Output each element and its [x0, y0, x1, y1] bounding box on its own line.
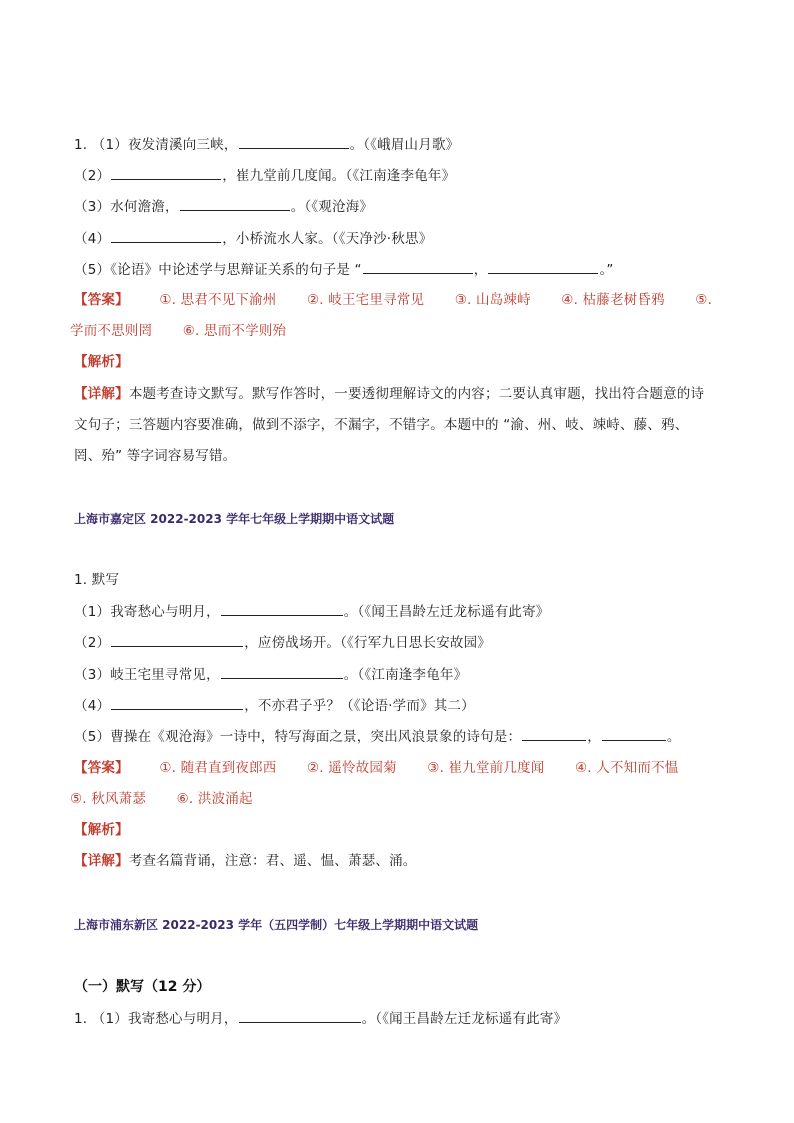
- answer-blank: [239, 1008, 361, 1023]
- q2-line-3: （3）岐王宅里寻常见， 。（《江南逢李龟年》: [74, 664, 467, 685]
- q1-analysis: [74, 352, 129, 372]
- answer-blank: [602, 726, 666, 741]
- q3-line-1: 1. （1）我寄愁心与明月， 。（《闻王昌龄左迁龙标遥有此寄》: [74, 1008, 567, 1029]
- q2-line-5: （5）曹操在《观沧海》一诗中，特写海面之景，突出风浪景象的诗句是： ， 。: [74, 726, 681, 747]
- detail-tag: 【详解】: [74, 853, 129, 869]
- q1-line-1: 1. （1）夜发清溪向三峡， 。（《峨眉山月歌》: [74, 134, 459, 155]
- q1-line-3: （3）水何澹澹， 。（《观沧海》: [74, 196, 373, 217]
- q1-line-4: （4） ，小桥流水人家。（《天净沙·秋思》: [74, 228, 432, 249]
- answer-blank: [221, 664, 343, 679]
- q1-answer-line-2: 学而不思则罔 ⑥. 思而不学则殆: [70, 323, 287, 339]
- answer-blank: [363, 259, 473, 274]
- detail-tag: 【详解】: [74, 386, 129, 402]
- answer-blank: [239, 134, 349, 149]
- answer-tag: 【答案】: [74, 292, 129, 308]
- q2-answer-line-2: ⑤. 秋风萧瑟 ⑥. 洪波涌起: [70, 791, 253, 807]
- q1-line-2: （2） ，崔九堂前几度闻。（《江南逢李龟年》: [74, 165, 455, 186]
- answer-list: ①. 思君不见下渝州 ②. 岐王宅里寻常见 ③. 山岛竦峙 ④. 枯藤老树昏鸦 ⑤.: [159, 292, 713, 308]
- answer-tag: 【答案】: [74, 760, 129, 776]
- q1-answer-line-1: [74, 290, 712, 310]
- answer-blank: [522, 726, 586, 741]
- answer-blank: [180, 196, 290, 211]
- q2-head: 1. 默写: [74, 572, 120, 588]
- q1-detail-2: 文句子；三答题内容要准确，做到不添字，不漏字，不错字。本题中的 “渝、州、岐、竦峙、藤、鸦、: [74, 417, 689, 433]
- answer-blank: [111, 165, 221, 180]
- analysis-tag: 【解析】: [74, 822, 129, 838]
- answer-blank: [488, 259, 598, 274]
- q2-line-4: （4） ，不亦君子乎？（《论语·学而》其二）: [74, 695, 475, 716]
- answer-blank: [221, 601, 343, 616]
- q2-line-1: （1）我寄愁心与明月， 。（《闻王昌龄左迁龙标遥有此寄》: [74, 601, 550, 622]
- answer-blank: [111, 228, 221, 243]
- section-title: 上海市嘉定区 2022-2023 学年七年级上学期期中语文试题: [74, 512, 395, 526]
- section-title: 上海市浦东新区 2022-2023 学年（五四学制）七年级上学期期中语文试题: [74, 918, 479, 932]
- q2-answer-line-1: [74, 758, 678, 778]
- q1-line-5: （5）《论语》中论述学与思辩证关系的句子是 “ ， 。”: [74, 259, 614, 280]
- q1-detail-1: 【详解】本题考查诗文默写。默写作答时，一要透彻理解诗文的内容；二要认真审题，找出符合题意的诗: [74, 386, 705, 402]
- q2-analysis: [74, 820, 129, 840]
- answer-blank: [111, 695, 243, 710]
- q2-line-2: （2） ，应傍战场开。（《行军九日思长安故园》: [74, 632, 491, 653]
- subsection-heading: （一）默写（12 分）: [74, 979, 211, 995]
- answer-list: ①. 随君直到夜郎西 ②. 遥怜故园菊 ③. 崔九堂前几度闻 ④. 人不知而不愠: [159, 760, 679, 776]
- q1-detail-3: 罔、殆” 等字词容易写错。: [74, 448, 237, 464]
- analysis-tag: 【解析】: [74, 354, 129, 370]
- q2-detail-1: 【详解】考查名篇背诵，注意：君、遥、愠、萧瑟、涌。: [74, 853, 417, 869]
- answer-blank: [111, 632, 243, 647]
